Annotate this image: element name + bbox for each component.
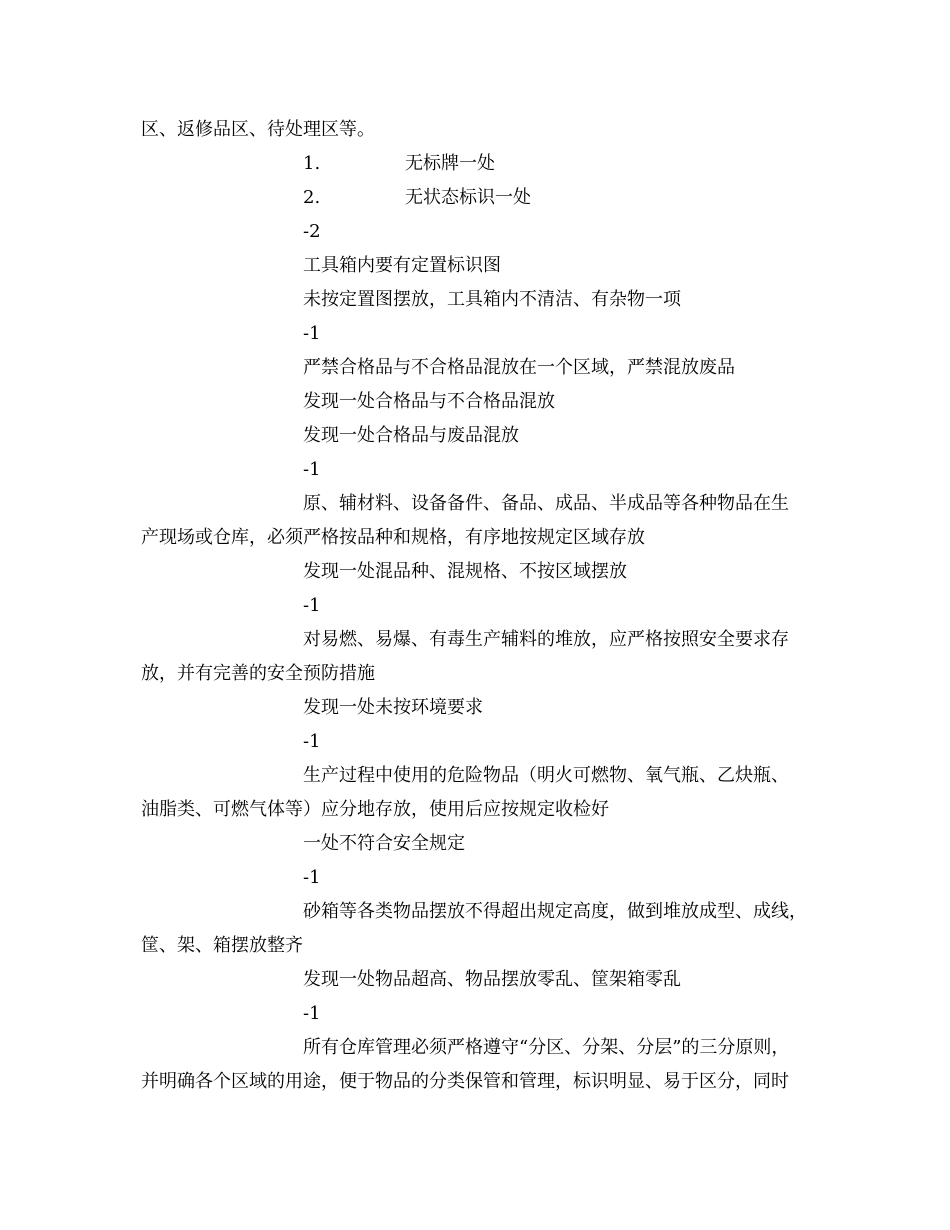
list-item-text: 无状态标识一处 [405,187,531,208]
text-line: 发现一处未按环境要求 [303,697,483,718]
text-line: 严禁合格品与不合格品混放在一个区域，严禁混放废品 [303,357,735,378]
list-number: 2. [303,187,321,208]
score-value: -1 [303,867,321,888]
text-line: 原、辅材料、设备备件、备品、成品、半成品等各种物品在生 [303,493,789,514]
text-line: 砂箱等各类物品摆放不得超出规定高度，做到堆放成型、成线， [303,901,807,922]
text-line: 产现场或仓库，必须严格按品种和规格，有序地按规定区域存放 [141,527,645,548]
text-line: 工具箱内要有定置标识图 [303,255,501,276]
text-line: 对易燃、易爆、有毒生产辅料的堆放，应严格按照安全要求存 [303,629,789,650]
score-value: -1 [303,731,321,752]
text-line: 发现一处合格品与废品混放 [303,425,519,446]
score-value: -2 [303,221,321,242]
text-line: 区、返修品区、待处理区等。 [141,119,375,140]
text-line: 所有仓库管理必须严格遵守“分区、分架、分层”的三分原则， [303,1037,790,1058]
text-line: 并明确各个区域的用途，便于物品的分类保管和管理，标识明显、易于区分，同时 [141,1071,789,1092]
text-line: 未按定置图摆放，工具箱内不清洁、有杂物一项 [303,289,681,310]
list-item-text: 无标牌一处 [405,153,495,174]
score-value: -1 [303,595,321,616]
text-line: 生产过程中使用的危险物品（明火可燃物、氧气瓶、乙炔瓶、 [303,765,789,786]
score-value: -1 [303,459,321,480]
score-value: -1 [303,1003,321,1024]
list-number: 1. [303,153,321,174]
text-line: 放，并有完善的安全预防措施 [141,663,375,684]
text-line: 油脂类、可燃气体等）应分地存放，使用后应按规定收检好 [141,799,609,820]
score-value: -1 [303,323,321,344]
text-line: 发现一处物品超高、物品摆放零乱、筐架箱零乱 [303,969,681,990]
text-line: 发现一处合格品与不合格品混放 [303,391,555,412]
text-line: 发现一处混品种、混规格、不按区域摆放 [303,561,627,582]
text-line: 筐、架、箱摆放整齐 [141,935,303,956]
text-line: 一处不符合安全规定 [303,833,465,854]
